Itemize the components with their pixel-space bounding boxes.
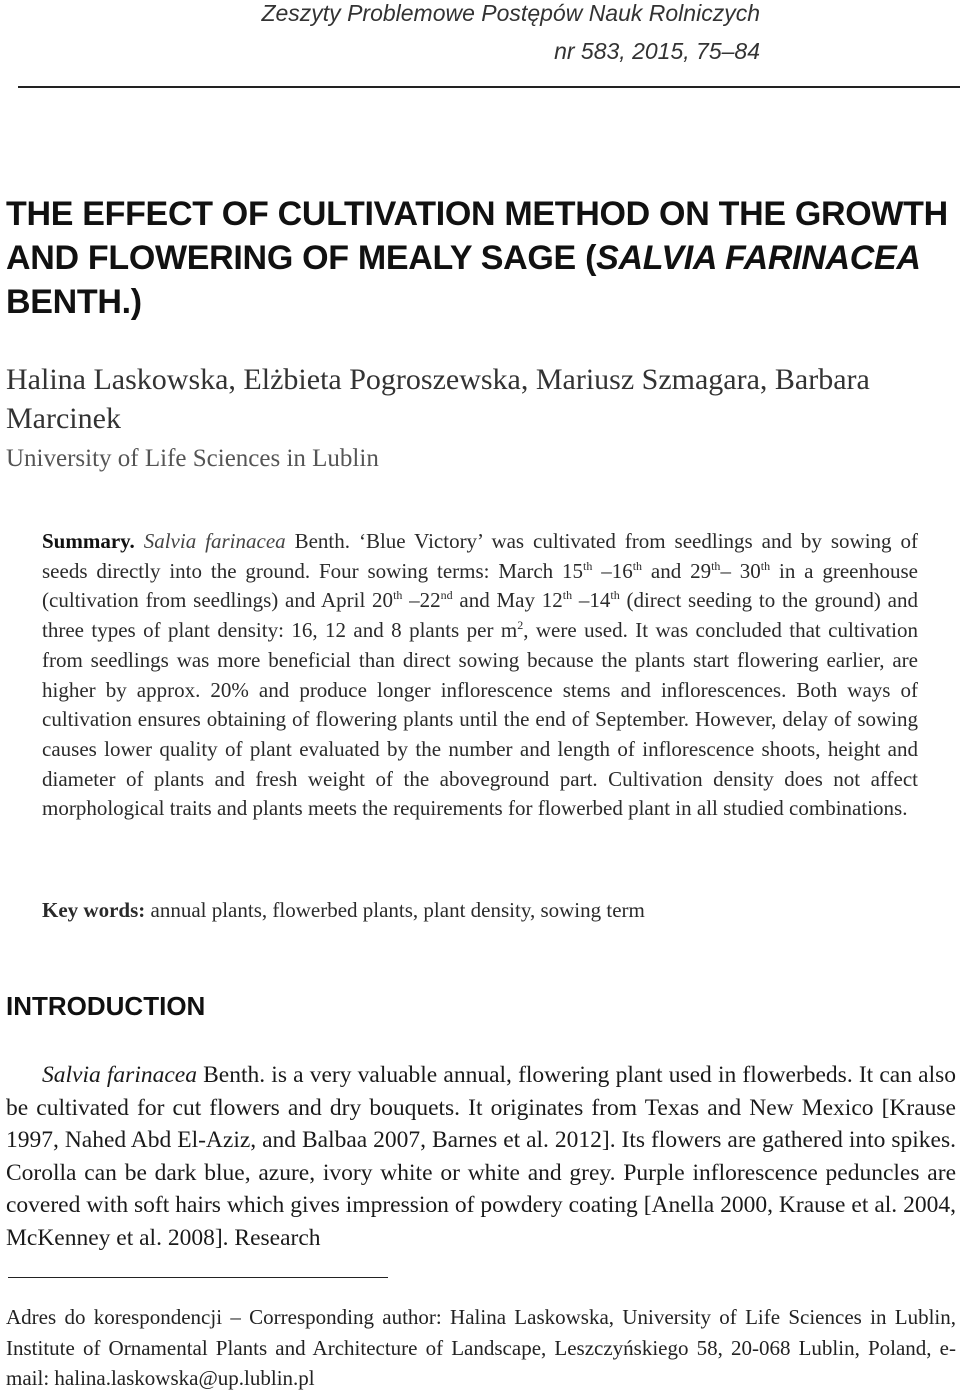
- summary-text: –22: [402, 588, 441, 613]
- intro-text: Benth. is a very valuable annual, flowering plant used in flowerbeds. It can also be cultivated for cut flowers and dry bouquets. It originates from Texas and New Mexico [Krause 1997, Nahed Abd El-Aziz, and Balbaa 2007, Barnes et al. 2012]. Its flowers are gathered into spikes. Corolla can be dark blue, azure, ivory white or white and grey. Purple inflorescence peduncles are covered with soft hairs which gives impression of powdery coating [Anella 2000, Krause et al. 2004, McKenney et al. 2008]. Research: [6, 1062, 956, 1251]
- summary-text: (direct seeding to the ground) and three types of plant density: 16, 12 and 8 plants per m: [42, 588, 919, 643]
- summary-text: – 30: [720, 558, 761, 583]
- summary-sup: th: [583, 558, 593, 573]
- summary-sup: th: [562, 588, 573, 603]
- summary-sup: th: [760, 558, 771, 573]
- summary-text: –14: [572, 588, 611, 613]
- summary-text: Benth. ‘Blue Victory’ was cultivated from seedlings and by sowing of seeds directly into the ground. Four sowing terms: March 15: [42, 529, 918, 583]
- summary-text: in a greenhouse (cultivation from seedlings) and April 20: [42, 558, 918, 613]
- journal-name: Zeszyty Problemowe Postępów Nauk Rolniczych: [261, 0, 760, 26]
- summary-sup: th: [632, 558, 643, 573]
- summary-label: Summary.: [42, 529, 135, 553]
- title-species: SALVIA FARINACEA: [596, 239, 921, 277]
- summary-text: and 29: [642, 558, 712, 583]
- summary-sup: th: [393, 588, 403, 603]
- keywords: [42, 898, 645, 923]
- intro-species: Salvia farinacea: [42, 1062, 197, 1088]
- title-text-1: THE EFFECT OF CULTIVATION METHOD ON THE GROWTH AND FLOWERING OF MEALY SAGE (: [6, 195, 948, 277]
- journal-issue: nr 583, 2015, 75–84: [554, 38, 760, 64]
- authors: Halina Laskowska, Elżbieta Pogroszewska, Mariusz Szmagara, Barbara Marcinek: [6, 363, 870, 435]
- footnote: Adres do korespondencji – Corresponding author: Halina Laskowska, University of Life Sciences in Lublin, Institute of Ornamental Plants and Architecture of Landscape, Leszczyńskiego 58, 20-068 Lublin, Poland, e-mail: halina.laskowska@up.lublin.pl: [6, 1305, 956, 1390]
- keywords-text: annual plants, flowerbed plants, plant density, sowing term: [145, 898, 645, 922]
- summary-species: Salvia farinacea: [143, 529, 286, 553]
- summary-sup: nd: [440, 588, 453, 603]
- keywords-label: Key words:: [42, 898, 146, 922]
- summary-text: and May 12: [452, 588, 563, 613]
- summary-text: –16: [592, 558, 633, 583]
- summary-text: , were used. It was concluded that cultivation from seedlings was more beneficial than direct sowing because the plants start flowering earlier, are higher by approx. 20% and produce longer inflorescence stems and inflorescences. Both ways of cultivation ensures obtaining of flowering plants until the end of September. However, delay of sowing causes lower quality of plant evaluated by the number and length of inflorescence shoots, height and diameter of plants and fresh weight of the aboveground part. Cultivation density does not affect morphological traits and plants meets the requirements for flowerbed plant in all studied combinations.: [42, 618, 918, 821]
- introduction-paragraph: [6, 1059, 956, 1255]
- summary-sup: th: [711, 558, 721, 573]
- affiliation: University of Life Sciences in Lublin: [6, 445, 379, 472]
- summary-sup: 2: [517, 618, 524, 633]
- section-heading-introduction: INTRODUCTION: [6, 991, 206, 1021]
- paper-title: [6, 192, 956, 324]
- summary: [42, 527, 918, 824]
- title-text-2: BENTH.): [6, 283, 142, 321]
- footnote-rule: [8, 1277, 388, 1278]
- header-rule: [18, 86, 960, 88]
- summary-sup: th: [610, 588, 620, 603]
